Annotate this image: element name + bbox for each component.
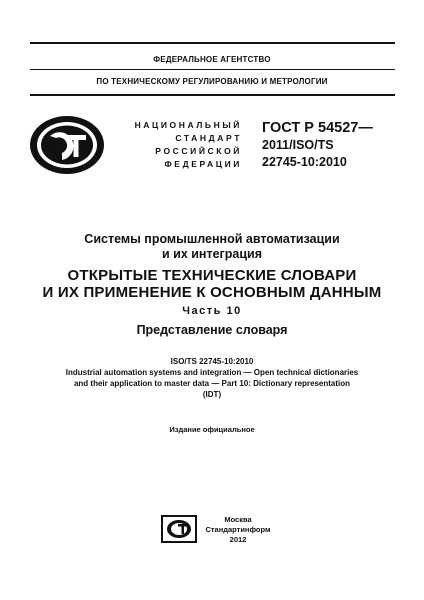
part-title: Представление словаря (136, 323, 288, 337)
english-title-line-1: Industrial automation systems and integration — Open technical dictionaries (65, 368, 359, 377)
national-standard-line-2: СТАНДАРТ (175, 133, 242, 143)
publisher-city: Москва (224, 515, 252, 524)
designation-line-3: 22745-10:2010 (262, 155, 347, 169)
agency-divider (30, 69, 395, 70)
rst-logo-icon (28, 114, 106, 176)
identity-marker: (IDT) (202, 390, 222, 399)
part-number: Часть 10 (182, 305, 242, 317)
top-rule (30, 42, 395, 44)
designation-line-1: ГОСТ Р 54527— (262, 120, 373, 136)
national-standard-line-4: ФЕДЕРАЦИИ (164, 159, 242, 169)
english-title-line-2: and their application to master data — Part 10: Dictionary representation (73, 379, 351, 388)
series-title-line-1: Системы промышленной автоматизации (84, 232, 340, 246)
main-title-line-1: ОТКРЫТЫЕ ТЕХНИЧЕСКИЕ СЛОВАРИ (67, 267, 357, 284)
designation-line-2: 2011/ISO/TS (262, 138, 334, 152)
standard-designation (262, 120, 412, 171)
publication-year: 2012 (229, 535, 247, 544)
agency-line-2: ПО ТЕХНИЧЕСКОМУ РЕГУЛИРОВАНИЮ И МЕТРОЛОГИИ (96, 77, 328, 86)
iso-designation: ISO/TS 22745-10:2010 (170, 357, 254, 366)
agency-line-1: ФЕДЕРАЛЬНОЕ АГЕНТСТВО (153, 55, 271, 64)
publisher-name: Стандартинформ (205, 525, 271, 534)
main-title-line-2: И ИХ ПРИМЕНЕНИЕ К ОСНОВНЫМ ДАННЫМ (42, 284, 382, 301)
national-standard-line-1: НАЦИОНАЛЬНЫЙ (134, 120, 242, 130)
header-bottom-rule (30, 94, 395, 96)
edition-note: Издание официальное (169, 425, 255, 434)
national-standard-line-3: РОССИЙСКОЙ (155, 146, 242, 156)
series-title-line-2: и их интеграция (161, 247, 263, 261)
standartinform-logo-icon (161, 515, 197, 543)
